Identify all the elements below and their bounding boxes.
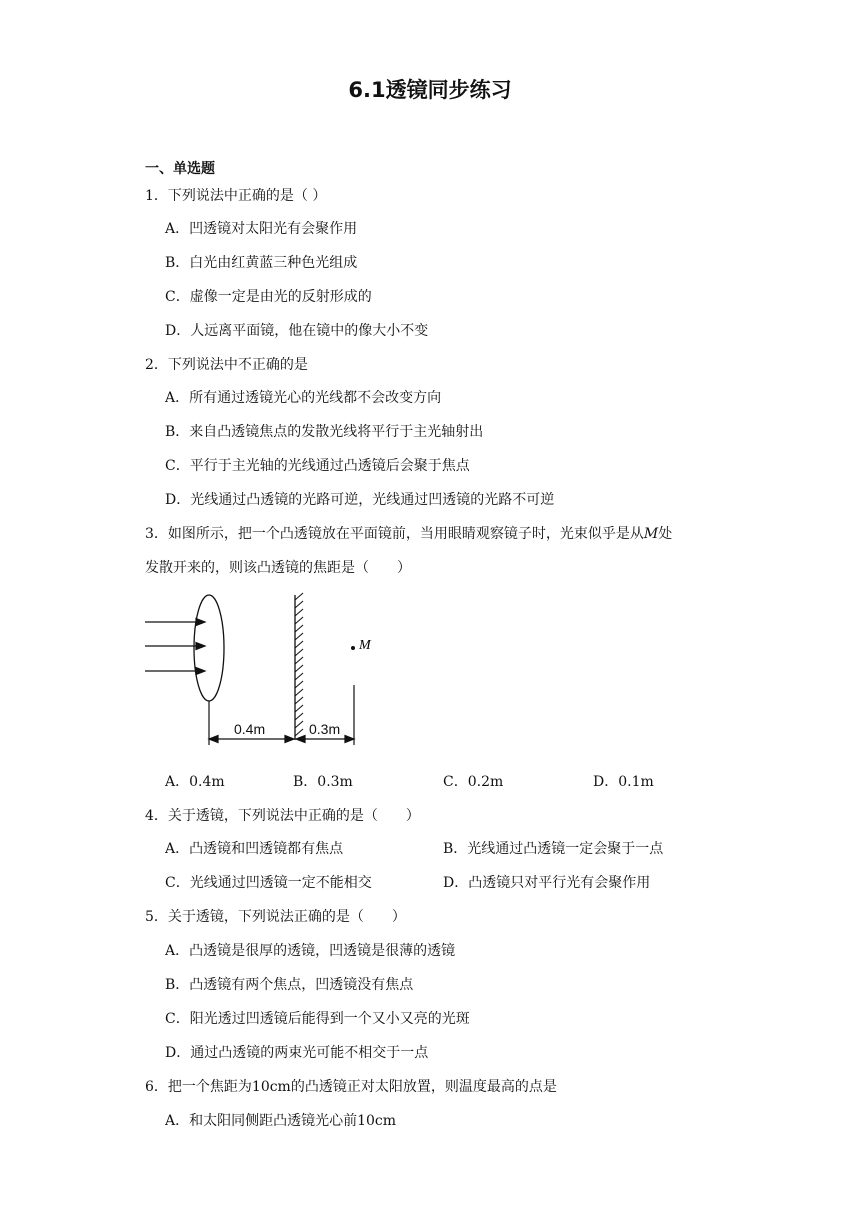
question-4-option-b: B．光线通过凸透镜一定会聚于一点 bbox=[443, 841, 664, 857]
dimension-label-2: 0.3m bbox=[309, 721, 341, 737]
question-4-option-a: A．凸透镜和凹透镜都有焦点 bbox=[165, 841, 344, 857]
question-2-option-c: C．平行于主光轴的光线通过凸透镜后会聚于焦点 bbox=[165, 458, 470, 474]
question-1-stem: 1．下列说法中正确的是（ ） bbox=[145, 188, 327, 204]
incident-rays bbox=[145, 619, 205, 675]
question-4-stem: 4．关于透镜，下列说法中正确的是（ ） bbox=[145, 808, 420, 824]
question-2-stem: 2．下列说法中不正确的是 bbox=[145, 357, 308, 373]
question-3-option-c: C．0.2m bbox=[443, 774, 504, 790]
question-5-option-c: C．阳光透过凹透镜后能得到一个又小又亮的光斑 bbox=[165, 1011, 470, 1027]
question-5-option-d: D．通过凸透镜的两束光可能不相交于一点 bbox=[165, 1045, 429, 1061]
question-3-option-b: B．0.3m bbox=[293, 774, 353, 790]
question-1-option-a: A．凹透镜对太阳光有会聚作用 bbox=[165, 221, 358, 237]
question-6-stem: 6．把一个焦距为10cm的凸透镜正对太阳放置，则温度最高的点是 bbox=[145, 1079, 557, 1095]
question-5-stem: 5．关于透镜，下列说法正确的是（ ） bbox=[145, 909, 406, 925]
section-heading: 一、单选题 bbox=[145, 161, 215, 177]
question-3-variable: M bbox=[643, 526, 659, 542]
question-2-option-d: D．光线通过凸透镜的光路可逆，光线通过凹透镜的光路不可逆 bbox=[165, 492, 555, 508]
question-3-stem-part1: 3．如图所示，把一个凸透镜放在平面镜前，当用眼睛观察镜子时，光束似乎是从 bbox=[145, 526, 644, 542]
page-title: 6.1透镜同步练习 bbox=[348, 78, 512, 102]
question-5-option-a: A．凸透镜是很厚的透镜，凹透镜是很薄的透镜 bbox=[165, 943, 456, 959]
question-6-option-a: A．和太阳同侧距凸透镜光心前10cm bbox=[165, 1113, 397, 1129]
question-1-option-c: C．虚像一定是由光的反射形成的 bbox=[165, 289, 372, 305]
question-4-option-c: C．光线通过凹透镜一定不能相交 bbox=[165, 875, 372, 891]
question-2-option-a: A．所有通过透镜光心的光线都不会改变方向 bbox=[165, 390, 442, 406]
lens-mirror-figure bbox=[143, 590, 393, 754]
point-m bbox=[351, 646, 355, 650]
question-2-option-b: B．来自凸透镜焦点的发散光线将平行于主光轴射出 bbox=[165, 424, 484, 440]
point-m-label: M bbox=[359, 638, 371, 653]
question-4-option-d: D．凸透镜只对平行光有会聚作用 bbox=[443, 875, 651, 891]
question-3-stem-part2: 处 bbox=[658, 526, 673, 542]
question-1-option-d: D．人远离平面镜，他在镜中的像大小不变 bbox=[165, 323, 429, 339]
question-3-stem-line2: 发散开来的，则该凸透镜的焦距是（ ） bbox=[145, 560, 411, 576]
question-3-option-d: D．0.1m bbox=[593, 774, 654, 790]
question-3-option-a: A．0.4m bbox=[165, 774, 225, 790]
plane-mirror bbox=[295, 593, 303, 740]
question-5-option-b: B．凸透镜有两个焦点，凹透镜没有焦点 bbox=[165, 977, 414, 993]
dimension-label-1: 0.4m bbox=[234, 721, 266, 737]
question-3-stem bbox=[145, 524, 672, 544]
question-1-option-b: B．白光由红黄蓝三种色光组成 bbox=[165, 255, 358, 271]
